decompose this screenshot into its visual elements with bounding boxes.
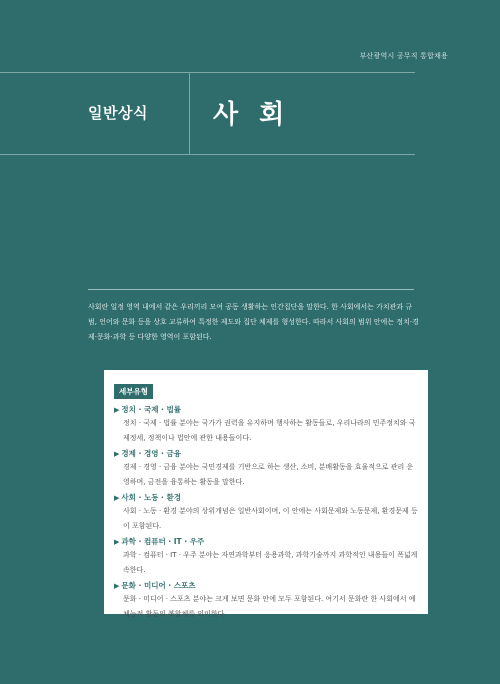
subject-title: 사 회 — [213, 100, 291, 130]
subtype-section — [114, 536, 418, 577]
title-band-top-rule — [0, 72, 415, 73]
category-title: 일반상식 — [88, 104, 148, 122]
subtype-heading-text: 과학 · 컴퓨터 · IT · 우주 — [121, 537, 205, 546]
subtype-description: 문화 · 미디어 · 스포츠 분야는 크게 보면 문화 안에 모두 포함된다. 여기서 문화란 한 사회에서 예체능적 활동의 복합체를 의미한다. — [123, 595, 416, 618]
subtype-description: 정치 · 국제 · 법률 분야는 국가가 권력을 유지하며 행사하는 활동들로, 우리나라의 민주정치와 국제정세, 정책이나 법안에 관한 내용들이다. — [123, 419, 416, 442]
intro-rule — [88, 289, 414, 290]
subtype-heading — [114, 448, 418, 460]
chapter-title-band — [0, 72, 500, 155]
triangle-bullet-icon: ▶ — [114, 538, 120, 546]
subtype-section — [114, 404, 418, 445]
subtype-description: 사회 · 노동 · 환경 분야의 상위개념은 일반사회이며, 이 안에는 사회문제와 노동문제, 환경문제 등이 포함된다. — [123, 507, 418, 530]
subtype-heading — [114, 580, 418, 592]
title-band-bottom-rule — [0, 154, 415, 155]
title-band-divider — [189, 72, 190, 155]
subtype-heading-text: 사회 · 노동 · 환경 — [121, 493, 182, 502]
triangle-bullet-icon: ▶ — [114, 582, 120, 590]
subtype-heading-text: 경제 · 경영 · 금융 — [121, 449, 182, 458]
subtype-description: 경제 · 경영 · 금융 분야는 국민경제를 기반으로 하는 생산, 소비, 분배활동을 효율적으로 관리 운영하며, 금전을 융통하는 활동을 말한다. — [123, 463, 414, 486]
subtype-badge: 세부유형 — [114, 384, 153, 399]
subtype-card — [104, 370, 428, 618]
subtype-heading — [114, 492, 418, 504]
subtype-heading — [114, 536, 418, 548]
subtype-section — [114, 448, 418, 489]
book-header-label: 부산광역시 공무직 통합채용 — [359, 52, 448, 60]
subtype-heading-text: 정치 · 국제 · 법률 — [121, 405, 182, 414]
triangle-bullet-icon: ▶ — [114, 450, 120, 458]
subtype-section — [114, 492, 418, 533]
triangle-bullet-icon: ▶ — [114, 406, 120, 414]
subtype-description: 과학 · 컴퓨터 · IT · 우주 분야는 자연과학부터 응용과학, 과학기술까지 과학적인 내용들이 폭넓게 속한다. — [123, 551, 418, 574]
triangle-bullet-icon: ▶ — [114, 494, 120, 502]
subtype-heading-text: 문화 · 미디어 · 스포츠 — [121, 581, 196, 590]
subtype-section — [114, 580, 418, 621]
intro-paragraph: 사회란 일정 영역 내에서 같은 우리끼리 모여 공동 생활하는 인간집단을 말한다. 한 사회에서는 가치관과 규범, 언어와 문화 등을 상호 교류하여 특정한 제도와 집단 체제를 형성한다. 따라서 사회의 범위 안에는 정치·경제·문화·과학 등 다양한 영역이 포함된다. — [88, 303, 419, 341]
subtype-heading — [114, 404, 418, 416]
